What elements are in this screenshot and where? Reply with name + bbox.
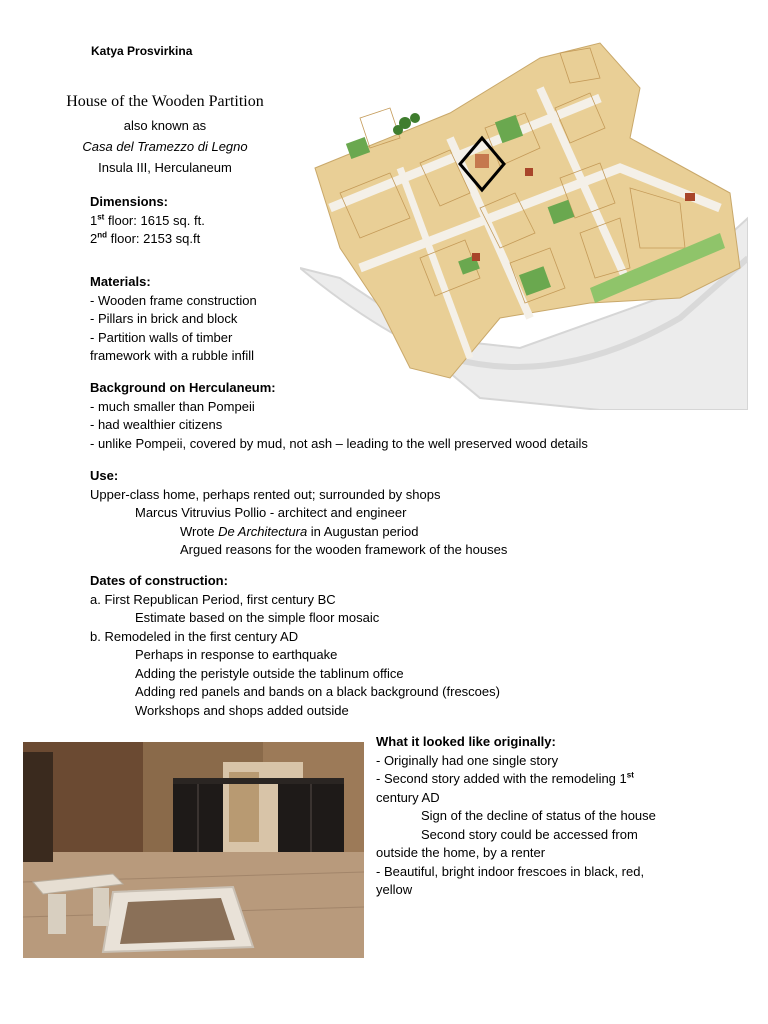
title-block <box>40 92 290 178</box>
materials-line: - Partition walls of timber <box>90 329 233 345</box>
second-floor-line: 2nd floor: 2153 sq.ft <box>90 230 201 246</box>
background-line: - had wealthier citizens <box>90 417 223 432</box>
page-title: House of the Wooden Partition <box>66 93 264 110</box>
dates-section <box>90 572 500 720</box>
original-line: - Beautiful, bright indoor frescoes in black, red, <box>376 863 645 879</box>
materials-section <box>90 273 257 366</box>
original-line: Second story could be accessed from <box>421 826 638 842</box>
original-line: Sign of the decline of status of the house <box>421 808 656 823</box>
materials-line: framework with a rubble infill <box>90 348 255 363</box>
subtitle-aka: also known as <box>123 118 207 133</box>
dates-line: Perhaps in response to earthquake <box>135 647 338 662</box>
dimensions-heading: Dimensions: <box>90 194 169 209</box>
original-line: yellow <box>376 882 413 897</box>
use-section <box>90 467 507 560</box>
first-floor-line: 1st floor: 1615 sq. ft. <box>90 212 205 228</box>
dates-line: a. First Republican Period, first century BC <box>90 591 336 607</box>
dates-line: b. Remodeled in the first century AD <box>90 628 299 644</box>
original-section <box>376 733 656 900</box>
original-line: - Second story added with the remodeling 1st <box>376 770 634 786</box>
background-heading: Background on Herculaneum: <box>90 380 276 395</box>
materials-heading: Materials: <box>90 274 151 289</box>
dimensions-section <box>90 193 205 249</box>
dates-heading: Dates of construction: <box>90 573 228 588</box>
use-heading: Use: <box>90 468 119 483</box>
herculaneum-map-illustration <box>300 18 748 410</box>
original-heading: What it looked like originally: <box>376 734 556 749</box>
original-line: century AD <box>376 789 440 805</box>
background-line: - unlike Pompeii, covered by mud, not ash – leading to the well preserved wood details <box>90 435 588 451</box>
original-line: - Originally had one single story <box>376 752 559 768</box>
dates-line: Adding the peristyle outside the tablinum office <box>135 665 404 681</box>
dates-line: Estimate based on the simple floor mosaic <box>135 610 380 625</box>
use-line-wooden-framework: Argued reasons for the wooden framework of the houses <box>180 542 508 557</box>
use-line-de-architectura: Wrote De Architectura in Augustan period <box>180 523 419 539</box>
original-line: outside the home, by a renter <box>376 845 546 860</box>
subtitle-location: Insula III, Herculaneum <box>98 160 232 175</box>
dates-line: Adding red panels and bands on a black background (frescoes) <box>135 684 500 699</box>
materials-line: - Pillars in brick and block <box>90 311 238 326</box>
use-line-vitruvius: Marcus Vitruvius Pollio - architect and engineer <box>135 505 407 520</box>
background-line: - much smaller than Pompeii <box>90 398 255 414</box>
subtitle-italian-name: Casa del Tramezzo di Legno <box>82 139 248 154</box>
materials-line: - Wooden frame construction <box>90 292 257 308</box>
use-line: Upper-class home, perhaps rented out; surrounded by shops <box>90 486 441 502</box>
interior-photo <box>23 742 364 958</box>
author-name: Katya Prosvirkina <box>91 44 193 58</box>
dates-line: Workshops and shops added outside <box>135 702 349 718</box>
